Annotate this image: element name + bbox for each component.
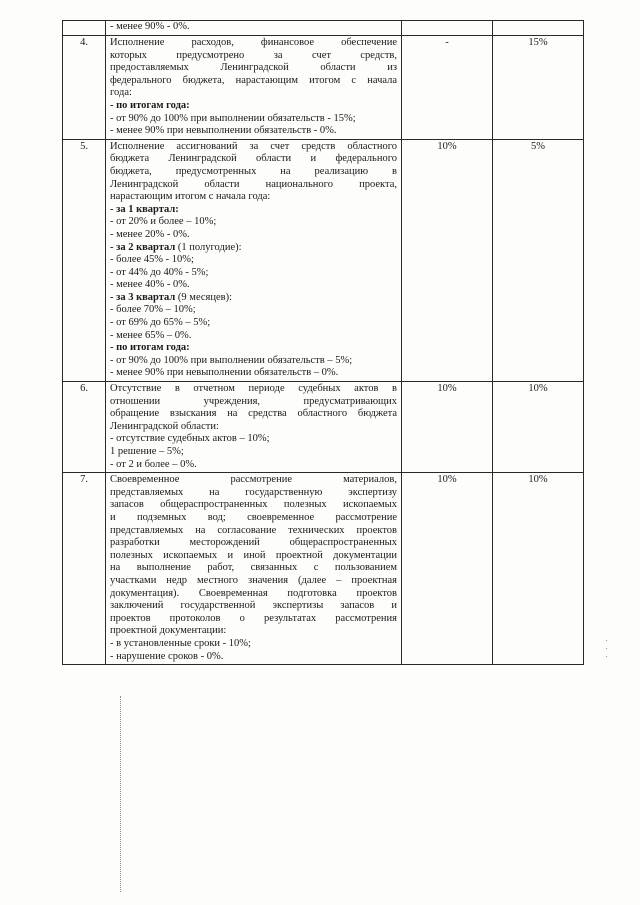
table-row-continuation xyxy=(63,21,584,36)
period-note: (1 полугодие): xyxy=(175,241,242,253)
criteria-cell xyxy=(106,36,402,140)
criterion-line: - менее 90% при невыполнении обязательств - 0%. xyxy=(110,125,337,137)
description-line: Ленинградской области национального проекта, xyxy=(110,178,397,190)
description-line: заключений государственной экспертизы запасов и xyxy=(110,600,397,612)
description-line: Своевременное рассмотрение материалов, xyxy=(110,474,397,486)
period-heading: - за 1 квартал: xyxy=(110,203,179,215)
criterion-line: - менее 20% - 0%. xyxy=(110,228,190,240)
table-row-7 xyxy=(63,473,584,665)
criterion-line: - менее 90% при невыполнении обязательств – 0%. xyxy=(110,367,339,379)
weight-value: 10% xyxy=(493,382,584,473)
description-line: года: xyxy=(110,87,132,99)
table-row-5 xyxy=(63,139,584,381)
criterion-line: - от 69% до 65% – 5%; xyxy=(110,317,211,329)
weight-value: 15% xyxy=(493,36,584,140)
row-number: 5. xyxy=(63,139,106,381)
table-row-6 xyxy=(63,382,584,473)
description-line: Исполнение ассигнований за счет средств областного xyxy=(110,140,397,152)
criteria-cell xyxy=(106,382,402,473)
description-line: полезных ископаемых и иной проектной документации xyxy=(110,549,397,561)
description-line: представляемых на государственную экспертизу xyxy=(110,486,397,498)
scan-speck xyxy=(606,656,607,657)
criterion-line: - от 44% до 40% - 5%; xyxy=(110,266,209,278)
criterion-line: - более 70% – 10%; xyxy=(110,304,196,316)
description-line: на выполнение работ, связанных с пользованием xyxy=(110,562,397,574)
description-line: Исполнение расходов, финансовое обеспечение xyxy=(110,37,397,48)
weight-value: 10% xyxy=(402,473,493,665)
criterion-line: - нарушение сроков - 0%. xyxy=(110,650,224,662)
description-line: документация). Своевременная подготовка проектов xyxy=(110,587,397,599)
description-line: проектов протоколов о результатах рассмотрения xyxy=(110,612,397,624)
description-line: разработки месторождений общераспространенных xyxy=(110,537,397,549)
description-line: и подземных вод; своевременное рассмотрение xyxy=(110,511,397,523)
weight-cell xyxy=(493,21,584,36)
description-line: которых предусмотрено за счет средств, xyxy=(110,49,397,61)
description-line: бюджета, предусмотренных на реализацию в xyxy=(110,165,397,177)
description-line: бюджета Ленинградской области и федерального xyxy=(110,153,397,165)
description-line: обращение взыскания на средства областного бюджета xyxy=(110,408,397,420)
criterion-line: - от 90% до 100% при выполнении обязательств – 5%; xyxy=(110,354,353,366)
row-number: 4. xyxy=(63,36,106,140)
weight-value: 10% xyxy=(402,382,493,473)
description-line: нарастающим итогом с начала года: xyxy=(110,191,271,203)
row-number: 6. xyxy=(63,382,106,473)
criterion-line: - отсутствие судебных актов – 10%; xyxy=(110,433,270,445)
period-heading: - за 3 квартал xyxy=(110,291,176,303)
criterion-line: - менее 65% – 0%. xyxy=(110,329,192,341)
scan-margin-line xyxy=(120,696,121,892)
description-line: отношении учреждения, предусматривающих xyxy=(110,395,397,407)
description-line: запасов общераспространенных полезных ископаемых xyxy=(110,499,397,511)
period-heading-line xyxy=(110,292,397,305)
scan-speck xyxy=(606,640,607,641)
weight-value: 10% xyxy=(493,473,584,665)
scan-speck xyxy=(606,648,607,649)
description-line: представляемых на согласование технических проектов xyxy=(110,524,397,536)
table-row-4 xyxy=(63,36,584,140)
criteria-table xyxy=(62,20,584,665)
weight-value: 5% xyxy=(493,139,584,381)
description-line: Отсутствие в отчетном периоде судебных актов в xyxy=(110,383,397,395)
description-line: проектной документации: xyxy=(110,625,227,637)
description-line: участками недр местного значения (далее – проектная xyxy=(110,574,397,586)
criteria-cell xyxy=(106,139,402,381)
period-heading-line xyxy=(110,242,397,255)
criterion-line: - менее 40% - 0%. xyxy=(110,279,190,291)
period-heading: - по итогам года: xyxy=(110,342,190,354)
period-note: (9 месяцев): xyxy=(175,291,233,303)
period-heading: - по итогам года: xyxy=(110,99,190,111)
criterion-line: - от 20% и более – 10%; xyxy=(110,216,217,228)
criterion-line: - от 2 и более – 0%. xyxy=(110,458,197,470)
weight-value: - xyxy=(402,36,493,140)
description-line: Ленинградской области: xyxy=(110,420,219,432)
weight-value: 10% xyxy=(402,139,493,381)
criterion-line: 1 решение – 5%; xyxy=(110,446,184,457)
criteria-cell xyxy=(106,473,402,665)
criteria-line: - менее 90% - 0%. xyxy=(110,21,190,32)
criteria-cell xyxy=(106,21,402,36)
criterion-line: - в установленные сроки - 10%; xyxy=(110,637,251,649)
row-number: 7. xyxy=(63,473,106,665)
period-heading: - за 2 квартал xyxy=(110,241,176,253)
criterion-line: - более 45% - 10%; xyxy=(110,254,194,266)
weight-cell xyxy=(402,21,493,36)
description-line: федерального бюджета, нарастающим итогом с начала xyxy=(110,74,397,86)
criterion-line: - от 90% до 100% при выполнении обязательств - 15%; xyxy=(110,112,356,124)
number-cell xyxy=(63,21,106,36)
description-line: предоставляемых Ленинградской области из xyxy=(110,62,397,74)
